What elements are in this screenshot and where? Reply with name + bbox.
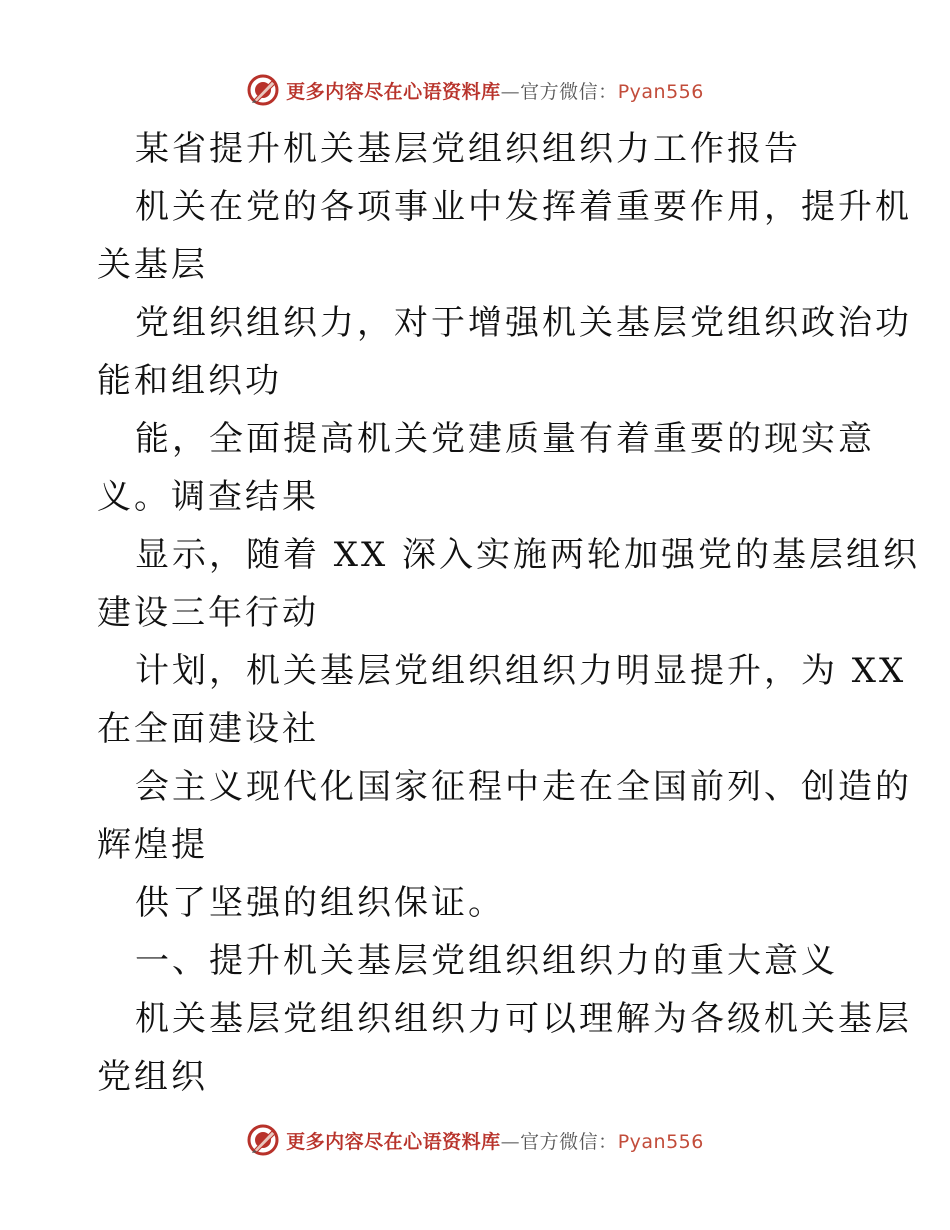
watermark-site-name: 更多内容尽在心语资料库: [286, 1130, 501, 1153]
paragraph-line: 会主义现代化国家征程中走在全国前列、创造的: [135, 767, 912, 807]
paragraph-line: 能，全面提高机关党建质量有着重要的现实意: [135, 419, 875, 459]
paragraph-line: 机关基层党组织组织力可以理解为各级机关基层: [135, 999, 912, 1039]
paragraph-line: 义。调查结果: [97, 477, 319, 517]
paragraph-line: 计划，机关基层党组织组织力明显提升，为 XX: [135, 651, 907, 691]
section-heading: 一、提升机关基层党组织组织力的重大意义: [135, 941, 838, 981]
watermark-wechat-label: 官方微信：: [520, 80, 618, 103]
paragraph-line: 供了坚强的组织保证。: [135, 883, 505, 923]
watermark-wechat-id: Pyan556: [617, 80, 704, 103]
paragraph-line: 关基层: [97, 245, 208, 285]
pen-logo-icon: [246, 73, 280, 107]
header-watermark-banner: [0, 70, 950, 110]
watermark-site-name: 更多内容尽在心语资料库: [286, 80, 501, 103]
watermark-text: [286, 1127, 704, 1154]
document-title: 某省提升机关基层党组织组织力工作报告: [135, 129, 801, 169]
paragraph-line: 辉煌提: [97, 825, 208, 865]
watermark-separator: —: [500, 1130, 521, 1153]
paragraph-line: 在全面建设社: [97, 709, 319, 749]
paragraph-line: 党组织: [97, 1057, 208, 1097]
paragraph-line: 机关在党的各项事业中发挥着重要作用，提升机: [135, 187, 912, 227]
paragraph-line: 显示，随着 XX 深入实施两轮加强党的基层组织: [135, 535, 921, 575]
paragraph-line: 建设三年行动: [97, 593, 319, 633]
pen-logo-icon: [246, 1123, 280, 1157]
paragraph-line: 党组织组织力，对于增强机关基层党组织政治功: [135, 303, 912, 343]
watermark-wechat-id: Pyan556: [617, 1130, 704, 1153]
document-body: [97, 120, 921, 1106]
footer-watermark-banner: [0, 1120, 950, 1160]
paragraph-line: 能和组织功: [97, 361, 282, 401]
watermark-wechat-label: 官方微信：: [520, 1130, 618, 1153]
watermark-text: [286, 77, 704, 104]
watermark-separator: —: [500, 80, 521, 103]
